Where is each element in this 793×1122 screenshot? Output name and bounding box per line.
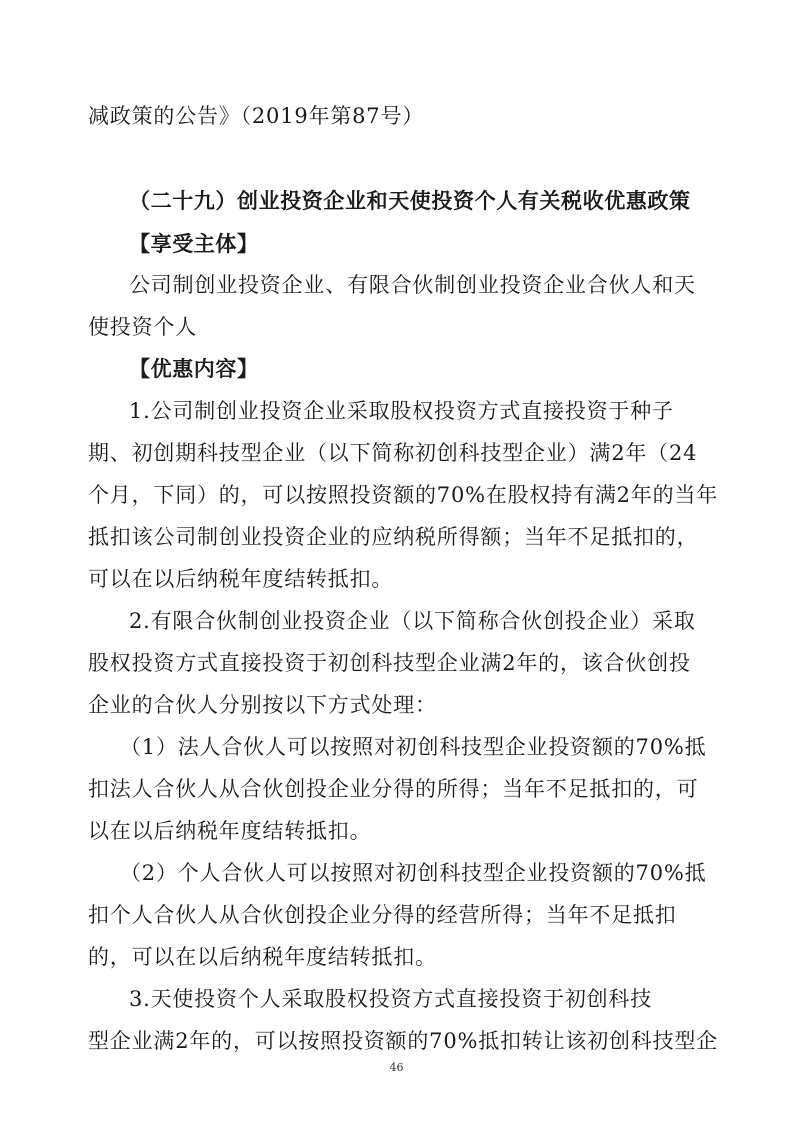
subheading: 【优惠内容】 bbox=[129, 357, 259, 381]
text-line: 型企业满2年的，可以按照投资额的70%抵扣转让该初创科技型企 bbox=[88, 1029, 719, 1053]
text-line: 企业的合伙人分别按以下方式处理： bbox=[88, 693, 437, 717]
text-line: 3.天使投资个人采取股权投资方式直接投资于初创科技 bbox=[129, 987, 653, 1011]
text-line: 扣法人合伙人从合伙创投企业分得的所得；当年不足抵扣的，可 bbox=[88, 777, 699, 801]
text-line: 扣个人合伙人从合伙创投企业分得的经营所得；当年不足抵扣 bbox=[88, 903, 677, 927]
text-line: 使投资个人 bbox=[88, 315, 197, 339]
text-line: （1）法人合伙人可以按照对初创科技型企业投资额的70%抵 bbox=[120, 735, 707, 759]
text-line: 2.有限合伙制创业投资企业（以下简称合伙创投企业）采取 bbox=[129, 609, 696, 633]
text-line: 期、初创期科技型企业（以下简称初创科技型企业）满2年（24 bbox=[88, 441, 698, 465]
text-line: 个月，下同）的，可以按照投资额的70%在股权持有满2年的当年 bbox=[88, 483, 719, 507]
text-line: 股权投资方式直接投资于初创科技型企业满2年的，该合伙创投 bbox=[88, 651, 691, 675]
text-line: 的，可以在以后纳税年度结转抵扣。 bbox=[88, 945, 437, 969]
text-line: 抵扣该公司制创业投资企业的应纳税所得额；当年不足抵扣的， bbox=[88, 525, 699, 549]
text-line: 可以在以后纳税年度结转抵扣。 bbox=[88, 567, 394, 591]
page-number: 46 bbox=[389, 1061, 404, 1074]
text-line: （2）个人合伙人可以按照对初创科技型企业投资额的70%抵 bbox=[120, 861, 707, 885]
section-heading: （二十九）创业投资企业和天使投资个人有关税收优惠政策 bbox=[129, 189, 691, 213]
text-line: 减政策的公告》（2019年第87号） bbox=[88, 104, 425, 128]
text-line: 1.公司制创业投资企业采取股权投资方式直接投资于种子 bbox=[129, 399, 674, 423]
subheading: 【享受主体】 bbox=[129, 232, 259, 256]
text-line: 公司制创业投资企业、有限合伙制创业投资企业合伙人和天 bbox=[129, 273, 696, 297]
text-line: 以在以后纳税年度结转抵扣。 bbox=[88, 819, 372, 843]
